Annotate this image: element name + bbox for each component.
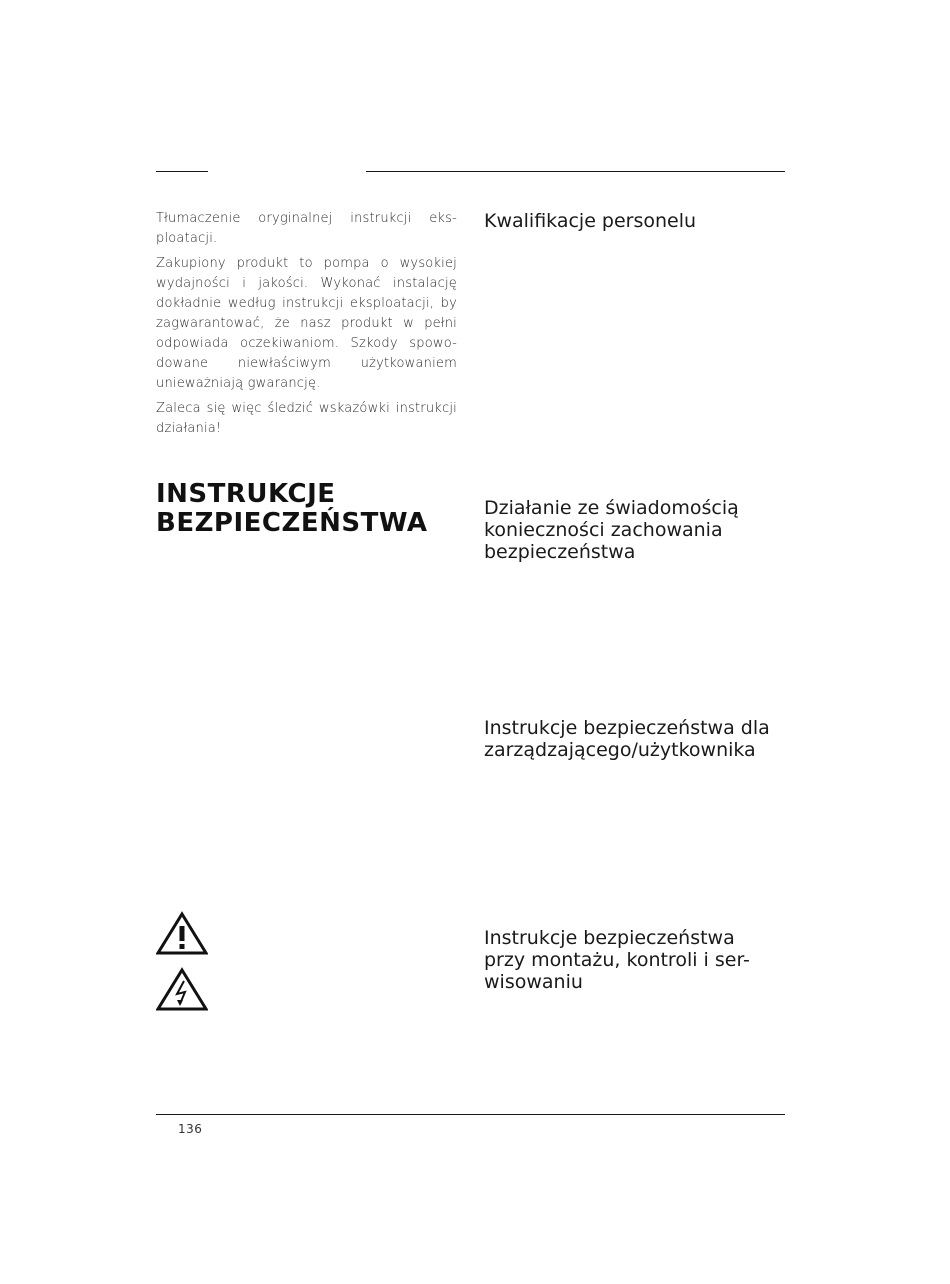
heading-line: Instrukcje bezpieczeństwa: [484, 927, 735, 949]
section-title-line: BEZPIECZEŃSTWA: [156, 508, 428, 538]
warning-triangle-icon: [156, 911, 208, 955]
header-rule-left: [156, 171, 208, 172]
page-number: 136: [178, 1122, 203, 1136]
heading-qualification: [484, 210, 784, 232]
heading-operator-safety: [484, 717, 784, 761]
heading-installation-safety: [484, 927, 784, 993]
heading-line: konieczności zachowania: [484, 519, 723, 541]
electric-hazard-icon: [156, 967, 208, 1011]
intro-paragraph: Tłumaczenie oryginalnej instrukcji eks-ploatacji.: [156, 211, 457, 246]
intro-text: [156, 209, 457, 444]
heading-line: Instrukcje bezpieczeństwa dla: [484, 717, 770, 739]
heading-line: wisowaniu: [484, 971, 583, 993]
heading-line: bezpieczeństwa: [484, 541, 636, 563]
intro-paragraph: Zakupiony produkt to pompa o wysokiej wydajności i jakości. Wykonać instalację dokładnie według instrukcji eksploatacji, by zagwarantować, że nasz produkt w pełni odpowiada oczekiwaniom. Szkody spowo-dowane niewłaściwym użytkowaniem unieważniają gwarancję.: [156, 256, 457, 391]
heading-line: Działanie ze świadomością: [484, 497, 739, 519]
heading-safety-awareness: [484, 497, 784, 563]
heading-line: przy montażu, kontroli i ser-: [484, 949, 750, 971]
header-rule-right: [366, 171, 785, 172]
footer-rule: [156, 1114, 785, 1115]
section-title-line: INSTRUKCJE: [156, 479, 336, 509]
intro-paragraph: Zaleca się więc śledzić wskazówki instrukcji działania!: [156, 401, 457, 436]
section-title: [156, 480, 456, 538]
heading-line: zarządzającego/użytkownika: [484, 739, 756, 761]
heading-line: Kwalifikacje personelu: [484, 210, 697, 232]
